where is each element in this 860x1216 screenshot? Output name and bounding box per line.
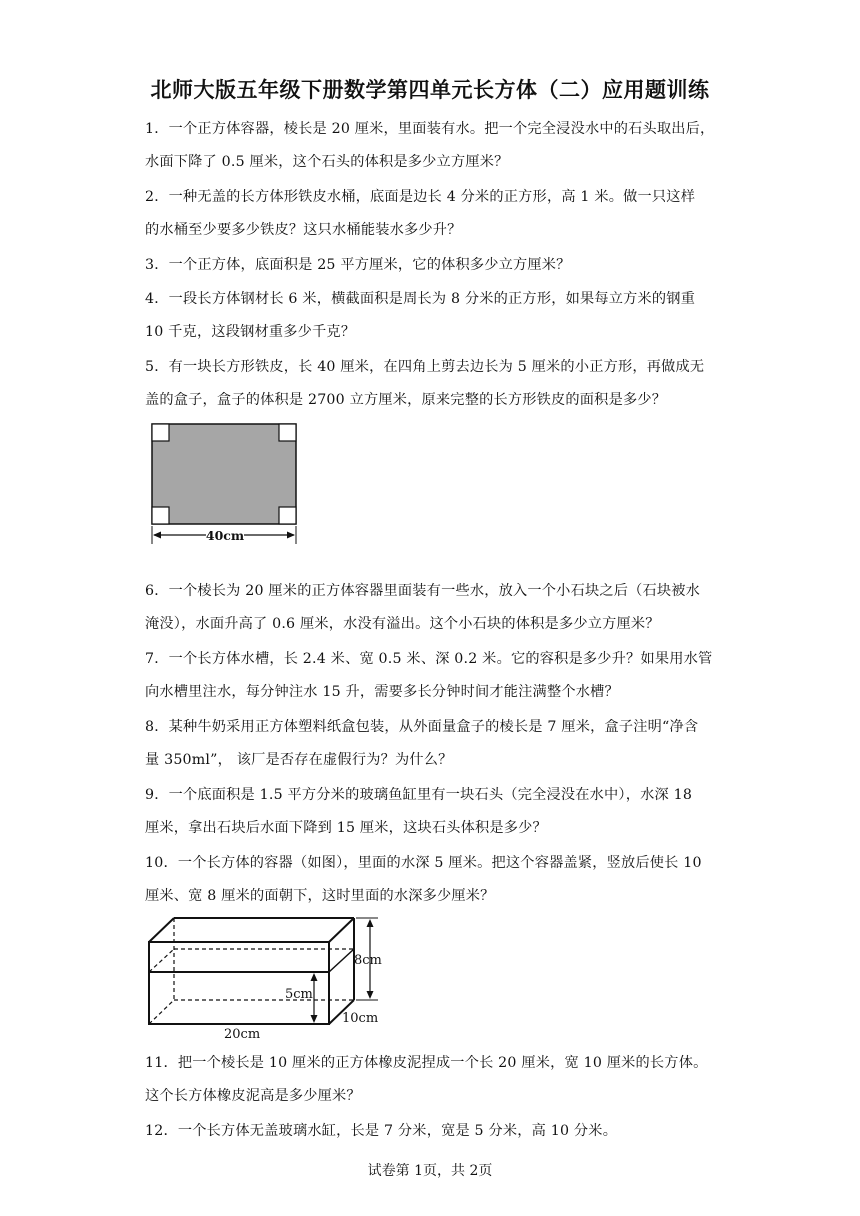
question-4-line-2: 10 千克，这段钢材重多少千克？ bbox=[145, 324, 356, 340]
question-6-line-1: 6．一个棱长为 20 厘米的正方体容器里面装有一些水，放入一个小石块之后（石块被水 bbox=[145, 583, 701, 599]
question-8-line-2: 量 350ml”， 该厂是否存在虚假行为？为什么？ bbox=[145, 752, 453, 768]
question-1-line-2: 水面下降了 0.5 厘米，这个石头的体积是多少立方厘米？ bbox=[145, 154, 509, 170]
corner-square-bottom-right bbox=[279, 507, 296, 524]
water-depth-label: 5cm bbox=[285, 987, 313, 1002]
question-3-line-1: 3．一个正方体，底面积是 25 平方厘米，它的体积多少立方厘米？ bbox=[145, 257, 571, 273]
sheet-diagram bbox=[148, 420, 304, 552]
question-11-line-2: 这个长方体橡皮泥高是多少厘米？ bbox=[145, 1088, 361, 1104]
width-label: 10cm bbox=[342, 1011, 379, 1026]
corner-square-top-right bbox=[279, 424, 296, 441]
question-9-line-2: 厘米，拿出石块后水面下降到 15 厘米，这块石头体积是多少？ bbox=[145, 820, 547, 836]
length-label: 40cm bbox=[205, 528, 245, 543]
cuboid-front-face bbox=[149, 942, 329, 1024]
question-1-line-1: 1．一个正方体容器，棱长是 20 厘米，里面装有水。把一个完全浸没水中的石头取出后， bbox=[145, 121, 715, 137]
length-label: 20cm bbox=[224, 1027, 261, 1042]
question-5-line-1: 5．有一块长方形铁皮，长 40 厘米，在四角上剪去边长为 5 厘米的小正方形，再做成无 bbox=[145, 359, 705, 375]
height-label: 8cm bbox=[354, 953, 382, 968]
cuboid-diagram bbox=[144, 912, 394, 1042]
question-7-line-1: 7．一个长方体水槽，长 2.4 米、宽 0.5 米、深 0.2 米。它的容积是多少升？如果用水管 bbox=[145, 651, 713, 667]
corner-square-top-left bbox=[152, 424, 169, 441]
page-title: 北师大版五年级下册数学第四单元长方体（二）应用题训练 bbox=[150, 77, 710, 102]
question-2-line-2: 的水桶至少要多少铁皮？这只水桶能装水多少升？ bbox=[145, 222, 462, 238]
question-8-line-1: 8．某种牛奶采用正方体塑料纸盒包装，从外面量盒子的棱长是 7 厘米，盒子注明“净含 bbox=[145, 719, 699, 735]
page-footer: 试卷第 1页，共 2页 bbox=[367, 1163, 493, 1179]
question-10-line-2: 厘米、宽 8 厘米的面朝下，这时里面的水深多少厘米？ bbox=[145, 888, 495, 904]
corner-square-bottom-left bbox=[152, 507, 169, 524]
question-12-line-1: 12．一个长方体无盖玻璃水缸，长是 7 分米，宽是 5 分米，高 10 分米。 bbox=[145, 1123, 618, 1139]
question-6-line-2: 淹没），水面升高了 0.6 厘米，水没有溢出。这个小石块的体积是多少立方厘米？ bbox=[145, 616, 660, 632]
sheet-rectangle bbox=[152, 424, 296, 524]
question-9-line-1: 9．一个底面积是 1.5 平方分米的玻璃鱼缸里有一块石头（完全浸没在水中），水深 18 bbox=[145, 787, 693, 803]
question-10-line-1: 10．一个长方体的容器（如图），里面的水深 5 厘米。把这个容器盖紧，竖放后使长 10 bbox=[145, 855, 702, 871]
question-5-line-2: 盖的盒子，盒子的体积是 2700 立方厘米，原来完整的长方形铁皮的面积是多少？ bbox=[145, 392, 667, 408]
question-2-line-1: 2．一种无盖的长方体形铁皮水桶，底面是边长 4 分米的正方形，高 1 米。做一只这样 bbox=[145, 189, 696, 205]
question-7-line-2: 向水槽里注水，每分钟注水 15 升，需要多长分钟时间才能注满整个水槽？ bbox=[145, 684, 619, 700]
question-4-line-1: 4．一段长方体钢材长 6 米，横截面积是周长为 8 分米的正方形，如果每立方米的钢重 bbox=[145, 291, 696, 307]
question-11-line-1: 11．把一个棱长是 10 厘米的正方体橡皮泥捏成一个长 20 厘米，宽 10 厘米的长方体。 bbox=[145, 1055, 708, 1071]
